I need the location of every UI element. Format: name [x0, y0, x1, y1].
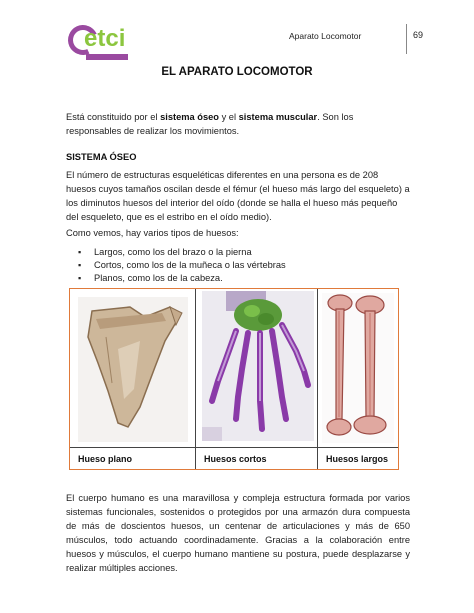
page-title: EL APARATO LOCOMOTOR	[161, 66, 313, 78]
intro-text-post: . Son los responsables de realizar los movimientos.	[66, 112, 354, 136]
logo-text: etci	[84, 25, 126, 52]
list-item: ▪ Cortos, como los de la muñeca o las vértebras	[78, 259, 286, 272]
logo	[68, 25, 130, 61]
image-flat-bone	[70, 289, 195, 447]
image-short-bones	[196, 289, 317, 447]
header-divider	[406, 24, 407, 54]
image-long-bones	[318, 289, 398, 447]
paragraph-bone-count: El número de estructuras esqueléticas diferentes en una persona es de 208 huesos cuyos tamaños oscilan desde el fémur (el hueso más largo del esqueleto) a los diminutos huesos del interior del oído (donde se halla el hueso más pequeño del esqueleto, que es el estribo en el oído medio).	[66, 170, 410, 222]
paragraph-human-body: El cuerpo humano es una maravillosa y compleja estructura formada por varios sistemas funcionales, sostenidos o protegidos por una armazón dura compuesta de más de doscientos huesos, un centenar de articulaciones y más de 650 músculos, todo actuando coordinadamente. Gracias a la colaboración entre huesos y músculos, el cuerpo humano mantiene su postura, puede desplazarse y realizar múltiples acciones.	[66, 493, 410, 573]
intro-text-mid: y el	[218, 112, 239, 122]
paragraph-bone-types-intro: Como vemos, hay varios tipos de huesos:	[66, 228, 239, 238]
bone-images-table	[69, 288, 399, 470]
intro-bold-sistema-oseo: sistema óseo	[160, 112, 219, 122]
bone-types-list	[78, 246, 286, 285]
caption-flat-bone: Hueso plano	[70, 447, 195, 470]
caption-short-bones: Huesos cortos	[196, 447, 317, 470]
intro-bold-sistema-muscular: sistema muscular	[238, 112, 318, 122]
page-number: 69	[413, 30, 424, 40]
section-heading: SISTEMA ÓSEO	[66, 152, 137, 162]
caption-long-bones: Huesos largos	[318, 447, 398, 470]
header-title: Aparato Locomotor	[289, 31, 362, 41]
list-item: ▪ Planos, como los de la cabeza.	[78, 272, 286, 285]
intro-text-pre: Está constituido por el	[66, 112, 161, 122]
intro-paragraph	[66, 110, 410, 138]
list-item: ▪ Largos, como los del brazo o la pierna	[78, 246, 286, 259]
logo-bar	[86, 54, 128, 60]
